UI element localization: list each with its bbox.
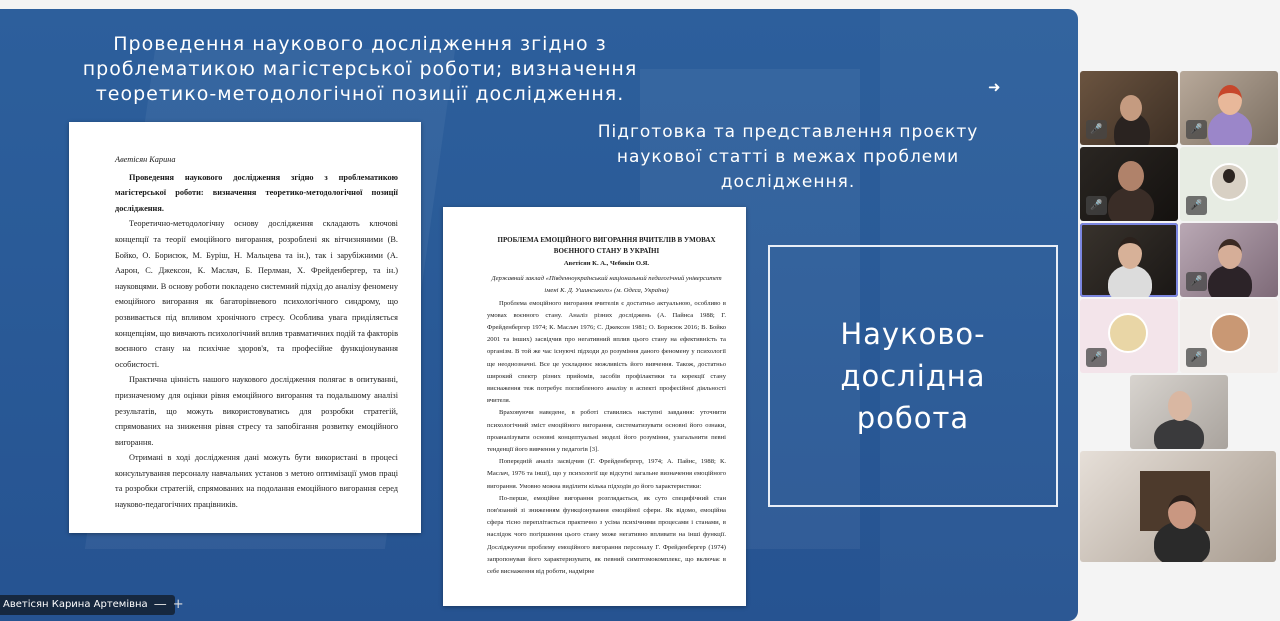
participant-tile[interactable]	[1180, 147, 1278, 221]
slide-title-left	[60, 32, 660, 107]
mic-muted-icon: 🎤	[1086, 196, 1107, 215]
mic-muted-icon: 🎤	[1186, 348, 1207, 367]
article-title: ПРОБЛЕМА ЕМОЦІЙНОГО ВИГОРАННЯ ВЧИТЕЛІВ В УМОВАХ ВОЄННОГО СТАНУ В УКРАЇНІ	[497, 236, 716, 255]
participants-panel	[1078, 0, 1280, 621]
mic-muted-icon: 🎤	[1186, 272, 1207, 291]
participant-tile[interactable]	[1080, 299, 1178, 373]
document-paragraph: Практична цінність нашого наукового дослідження полягає в опитуванні, призначеному для оцінки рівня емоційного вигорання та подальшому аналізі результатів, що можуть використовуватись для розробки стратегій, спрямованих на зниження рівня стресу та запобігання розвитку емоційного вигорання.	[115, 375, 398, 447]
title-right-line: Підготовка та представлення проєкту	[597, 122, 979, 142]
article-paragraph: Проблема емоційного вигорання вчителів є достатньо актуальною, особливо в умовах воєнного стану. Аналіз різних досліджень (А. Пайнса 1988; Г. Фрейденбергер 1974; К. Маслач 1976; С. Джексон 1981; О. Борисюк 2016; В. Бойко 2001 та інших) засвідчив про негативний вплив цього стану на ефективність та організм. В той же час існуючі підходи до розуміння даного феномену у психології ще неоднозначні. Все це ускладнює можливість його вивчення. Також, достатньо широкий спектр різних прийомів, засобів профілактики та корекції стану виснаження теж потребує поглибленого аналізу в аспекті професійної діяльності вчителя.	[487, 299, 726, 405]
participant-tile[interactable]	[1180, 299, 1278, 373]
title-right-line: наукової статті в межах проблеми	[616, 147, 960, 167]
title-left-line: теоретико-методологічної позиції дослідження.	[95, 83, 625, 105]
participant-tile[interactable]	[1130, 375, 1228, 449]
article-authors: Аветісян К. А., Чебикін О.Я.	[563, 260, 650, 267]
document-title: Проведення наукового дослідження згідно з проблематикою магістерської роботи: визначення теоретико-методологічної позиції дослідження.	[115, 172, 398, 213]
document-paragraph: Теоретично-методологічну основу дослідження складають ключові концепції та теорії емоційного вигорання, розроблені як вітчизняними (В. Бойко, О. Борисюк, М. Буріш, Н. Мальцева та ін.), так і зарубіжними (А. Аарон, С. Джексон, К. Маслач, Б. Перлман, Х. Фрейденбергер, та ін.) науковцями. В основу роботи покладено системний підхід до аналізу феномену емоційного вигорання як багаторівневого психологічного синдрому, що розвивається під впливом хронічного стресу. Особлива увага приділяється концепціям, що вивчають психологічний вплив травматичних подій та факторів воєнного стану на психічне здоров'я, та професійне функціонування особистості.	[115, 219, 398, 369]
document-page-right	[443, 207, 746, 606]
participant-tile-active-speaker[interactable]	[1080, 223, 1178, 297]
mic-muted-icon: 🎤	[1186, 120, 1207, 139]
mic-muted-icon: 🎤	[1186, 196, 1207, 215]
participant-tile[interactable]	[1180, 223, 1278, 297]
document-author: Аветісян Карина	[115, 155, 176, 164]
slide-title-right	[558, 120, 1018, 195]
participant-tile[interactable]	[1080, 71, 1178, 145]
box-line: Науково-	[840, 317, 986, 351]
document-page-left	[69, 122, 421, 533]
research-work-box	[768, 245, 1058, 507]
box-line: дослідна	[840, 359, 986, 393]
participant-tile[interactable]	[1080, 147, 1178, 221]
participant-tile[interactable]	[1080, 451, 1276, 562]
presenter-name-bar	[0, 595, 184, 615]
arrow-right-icon[interactable]: ➜	[988, 78, 1001, 96]
title-left-line: Проведення наукового дослідження згідно з	[113, 33, 607, 55]
presenter-name: Аветісян Карина Артемівна	[3, 599, 148, 610]
document-paragraph: Отримані в ході дослідження дані можуть бути використані в процесі консультування персоналу навчальних установ з метою оптимізації умов праці та розробки стратегій, спрямованих на подолання емоційного вигорання серед науково-педагогічних працівників.	[115, 453, 398, 510]
box-line: робота	[856, 401, 970, 435]
article-affiliation: Державний заклад «Південноукраїнський національний педагогічний університет імені К. Д. Ушинського» (м. Одеса, Україна)	[491, 275, 722, 295]
title-left-line: проблематикою магістерської роботи; визначення	[82, 58, 638, 80]
article-paragraph: Враховуючи наведене, в роботі ставились наступні завдання: уточнити психологічний зміст емоційного вигорання, систематизувати основні його ознаки, проаналізувати основні концептуальні моделі його розуміння, узагальнити певні тенденції його вивчення у педагогів [3].	[487, 409, 726, 454]
participant-tile[interactable]	[1180, 71, 1278, 145]
mic-muted-icon: 🎤	[1086, 348, 1107, 367]
minimize-icon[interactable]: —	[153, 597, 167, 612]
plus-icon[interactable]: +	[172, 597, 184, 612]
mic-muted-icon: 🎤	[1086, 120, 1107, 139]
article-paragraph: По-перше, емоційне вигорання розглядається, як суто специфічний стан пов'язаний зі зниженням функціонування емоційної сфери. Як відомо, емоційна сфера тісно переплітається практично з усіма психічними процесами і станами, в наслідок чого погіршення цього стану може негативно впливати на інші функції. Досліджуючи проблему емоційного вигорання персоналу Г. Фрейденбергер (1974) запропонував його характеризувати, як певний симптомокомплекс, що включає в себе виснаження від роботи, надмірне	[487, 494, 726, 576]
title-right-line: дослідження.	[720, 172, 856, 192]
article-paragraph: Попередній аналіз засвідчив (Г. Фрейденбергер, 1974; А. Пайнс, 1988; К. Маслач, 1976 та інші), що у психології ще відсутні загальне визначення емоційного вигорання. Умовно можна виділити кілька підходів до його характеристики:	[487, 458, 726, 490]
